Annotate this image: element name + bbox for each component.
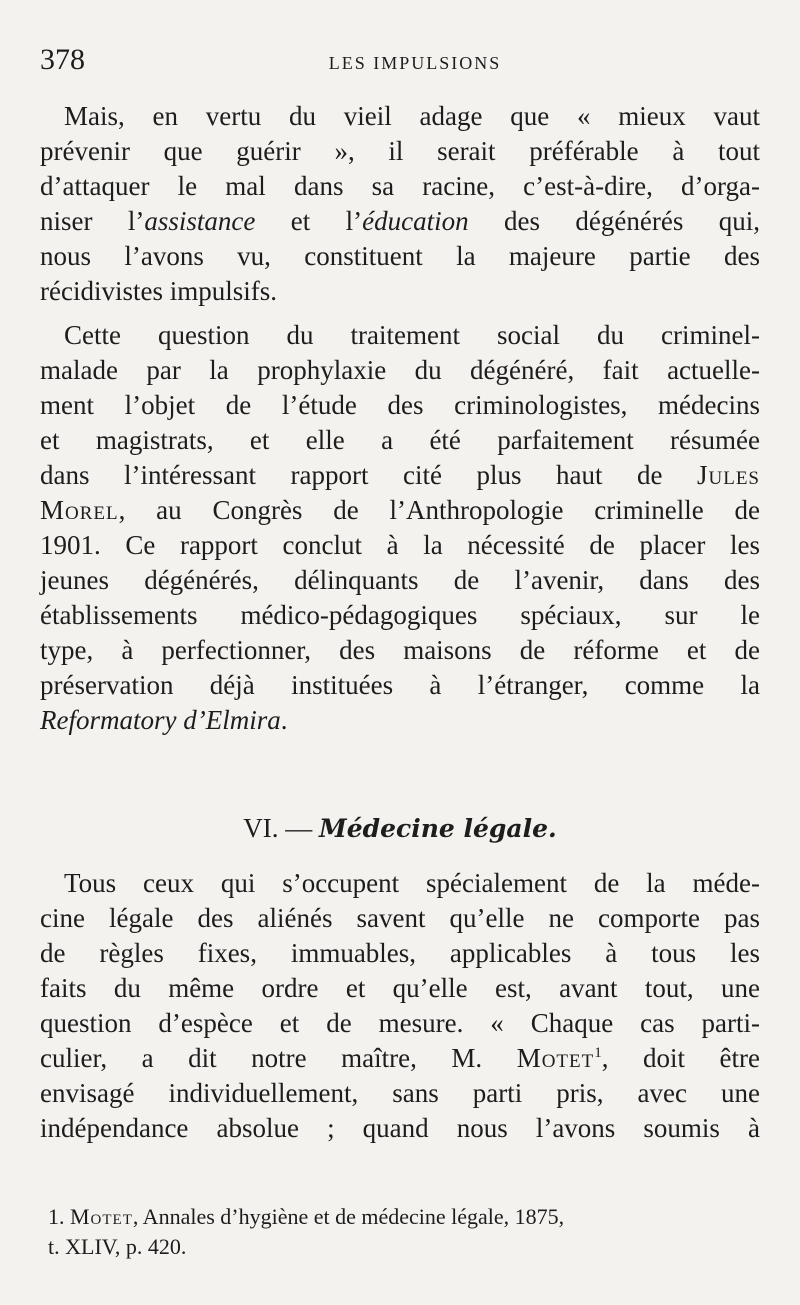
text-line: niser l’assistance et l’éducation des dégénérés qui, bbox=[40, 206, 760, 236]
text-line: faits du même ordre et qu’elle est, avant tout, une bbox=[40, 973, 760, 1003]
paragraph-prophylaxie bbox=[40, 318, 760, 738]
text-line: et magistrats, et elle a été parfaitement résumée bbox=[40, 425, 760, 455]
text-line bbox=[40, 458, 760, 493]
text-line: question d’espèce et de mesure. « Chaque cas parti- bbox=[40, 1008, 760, 1038]
text-line: envisagé individuellement, sans parti pris, avec une bbox=[40, 1078, 760, 1108]
text-line bbox=[40, 703, 760, 738]
text-line: préservation déjà instituées à l’étranger, comme la bbox=[40, 670, 760, 700]
text-line: ment l’objet de l’étude des criminologistes, médecins bbox=[40, 390, 760, 420]
text-line: type, à perfectionner, des maisons de réforme et de bbox=[40, 635, 760, 665]
paragraph-medecine-legale bbox=[40, 866, 760, 1146]
text-line: cine légale des aliénés savent qu’elle ne comporte pas bbox=[40, 903, 760, 933]
text-segment: , Annales d’hygiène et de médecine légale, 1875, bbox=[132, 1204, 565, 1229]
section-title: Médecine légale. bbox=[319, 814, 557, 843]
author-name: Motet bbox=[70, 1204, 133, 1229]
text-line: de règles fixes, immuables, applicables à tous les bbox=[40, 938, 760, 968]
author-name: Jules bbox=[696, 460, 760, 490]
institution-name: Reformatory d’Elmira bbox=[40, 705, 281, 735]
text-line: d’attaquer le mal dans sa racine, c’est-à-dire, d’orga- bbox=[40, 171, 760, 201]
text-segment: culier, a dit notre maître, M. bbox=[40, 1043, 517, 1073]
footnote-ref: 1 bbox=[594, 1045, 602, 1061]
text-segment: , doit être bbox=[601, 1043, 760, 1073]
running-head bbox=[40, 40, 760, 80]
text-line bbox=[40, 493, 760, 528]
text-line: prévenir que guérir », il serait préférable à tout bbox=[40, 136, 760, 166]
text-line: récidivistes impulsifs. bbox=[40, 276, 277, 306]
text-line: établissements médico-pédagogiques spéciaux, sur le bbox=[40, 600, 760, 630]
text-line: 1901. Ce rapport conclut à la nécessité de placer les bbox=[40, 530, 760, 560]
running-title: LES IMPULSIONS bbox=[328, 53, 502, 73]
text-line: Cette question du traitement social du criminel- bbox=[64, 320, 760, 350]
paragraph-assistance bbox=[40, 99, 760, 309]
text-segment: , au Congrès de l’Anthropologie criminelle de bbox=[118, 495, 760, 525]
section-number: VI. — bbox=[243, 813, 320, 843]
section-heading bbox=[0, 808, 800, 849]
footnote-marker: 1. bbox=[48, 1204, 70, 1229]
footnotes bbox=[48, 1202, 760, 1262]
text-line: malade par la prophylaxie du dégénéré, fait actuelle- bbox=[40, 355, 760, 385]
footnote-line: t. XLIV, p. 420. bbox=[48, 1234, 187, 1259]
text-line: nous l’avons vu, constituent la majeure partie des bbox=[40, 241, 760, 271]
author-name: Morel bbox=[40, 495, 119, 525]
text-line: Mais, en vertu du vieil adage que « mieux vaut bbox=[64, 101, 760, 131]
page-number: 378 bbox=[40, 43, 85, 76]
author-name: Motet bbox=[516, 1043, 595, 1073]
text-line: indépendance absolue ; quand nous l’avons soumis à bbox=[40, 1113, 760, 1143]
text-segment: . bbox=[280, 705, 288, 735]
text-segment: dans l’intéressant rapport cité plus haut de bbox=[40, 460, 697, 490]
text-line: Tous ceux qui s’occupent spécialement de la méde- bbox=[64, 868, 760, 898]
text-line: jeunes dégénérés, délinquants de l’avenir, dans des bbox=[40, 565, 760, 595]
text-line bbox=[40, 1041, 760, 1076]
footnote-line bbox=[48, 1202, 760, 1232]
